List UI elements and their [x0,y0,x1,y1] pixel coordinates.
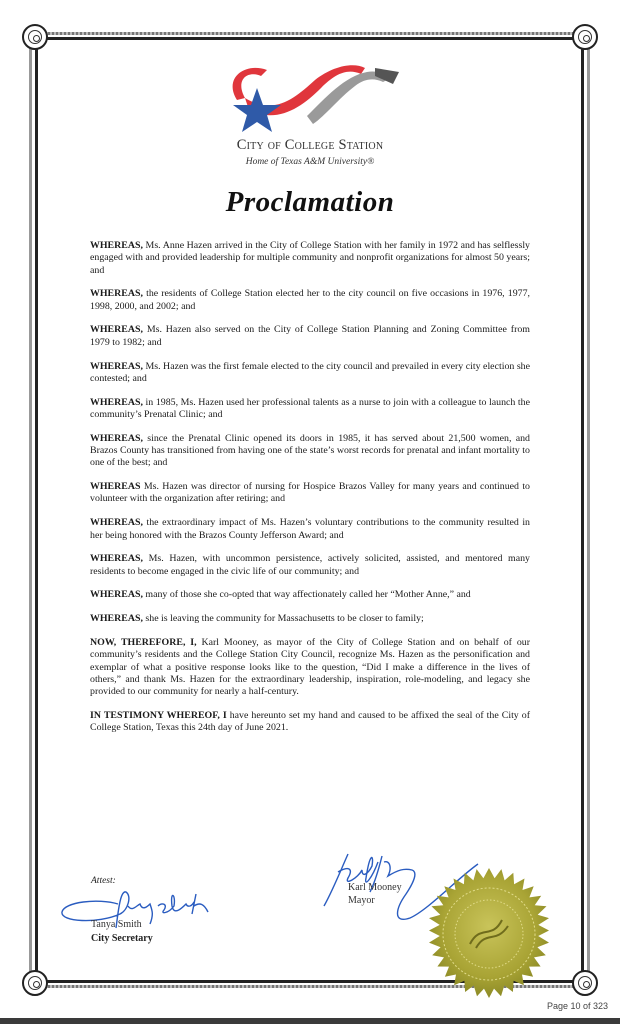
frame-right-border [581,42,591,978]
whereas-paragraph: WHEREAS, many of those she co-opted that way affectionately called her “Mother Anne,” and [90,589,471,601]
resolution-paragraph: NOW, THEREFORE, I, Karl Mooney, as mayor of the City of College Station and on behalf of our community’s residents and the College Station City Council, recognize Ms. Hazen as the personification and exemplar of what a positive response looks like to the question, “Did I make a difference in the lives of others,” and thank Ms. Hazen for the extraordinary leadership, inspiration, role-modeling, and legacy she provided to our community for nearly a half-century. [90,637,530,698]
whereas-paragraph: WHEREAS, Ms. Hazen also served on the City of College Station Planning and Zoning Committee from 1979 to 1982; and [90,324,530,348]
whereas-paragraph: WHEREAS, the extraordinary impact of Ms. Hazen’s voluntary contributions to the community resulted in her being honored with the Brazos County Jefferson Award; and [90,517,530,541]
frame-top-border [36,32,584,40]
whereas-paragraph: WHEREAS, Ms. Hazen was the first female elected to the city council and prevailed in every city election she contested; and [90,360,530,384]
frame-corner-ornament-icon [22,24,48,50]
gold-city-seal-icon [418,868,560,1010]
mayor-title: Mayor [348,895,375,906]
whereas-paragraph: WHEREAS, the residents of College Station elected her to the city council on five occasions in 1976, 1977, 1998, 2000, and 2002; and [90,288,530,312]
proclamation-body [90,240,530,746]
whereas-paragraph: WHEREAS, she is leaving the community for Massachusetts to be closer to family; [90,613,424,625]
document-title: Proclamation [225,186,395,218]
whereas-paragraph: WHEREAS, Ms. Anne Hazen arrived in the City of College Station with her family in 1972 and has selflessly engaged with and provided leadership for multiple community and nonprofit organizations for almost 50 years; and [90,240,530,276]
whereas-paragraph: WHEREAS Ms. Hazen was director of nursing for Hospice Brazos Valley for many years and continued to volunteer with the organization after retiring; and [90,481,530,505]
secretary-name: Tanya Smith [91,919,142,930]
frame-left-border [29,42,39,978]
frame-corner-ornament-icon [572,24,598,50]
org-name: City of College Station [236,137,384,153]
whereas-paragraph: WHEREAS, Ms. Hazen, with uncommon persistence, actively solicited, assisted, and mentored many residents to become engaged in the civic life of our community; and [90,553,530,577]
testimony-paragraph: IN TESTIMONY WHEREOF, I have hereunto set my hand and caused to be affixed the seal of the City of College Station, Texas this 24th day of June 2021. [90,710,531,734]
frame-corner-ornament-icon [22,970,48,996]
page-indicator: Page 10 of 323 [546,1001,608,1011]
city-logo-icon [215,58,405,136]
whereas-paragraph: WHEREAS, in 1985, Ms. Hazen used her professional talents as a nurse to join with a colleague to launch the community’s Prenatal Clinic; and [90,396,530,420]
whereas-paragraph: WHEREAS, since the Prenatal Clinic opened its doors in 1985, it has served about 21,500 women, and Brazos County has transitioned from having one of the state’s worst records for prenatal and infant mortality to one of the best; and [90,432,530,469]
secretary-title: City Secretary [91,933,153,944]
attest-label: Attest: [91,876,116,886]
mayor-name: Karl Mooney [348,882,402,893]
viewer-bottom-bar [0,1018,620,1024]
frame-corner-ornament-icon [572,970,598,996]
org-tagline: Home of Texas A&M University® [245,157,375,167]
